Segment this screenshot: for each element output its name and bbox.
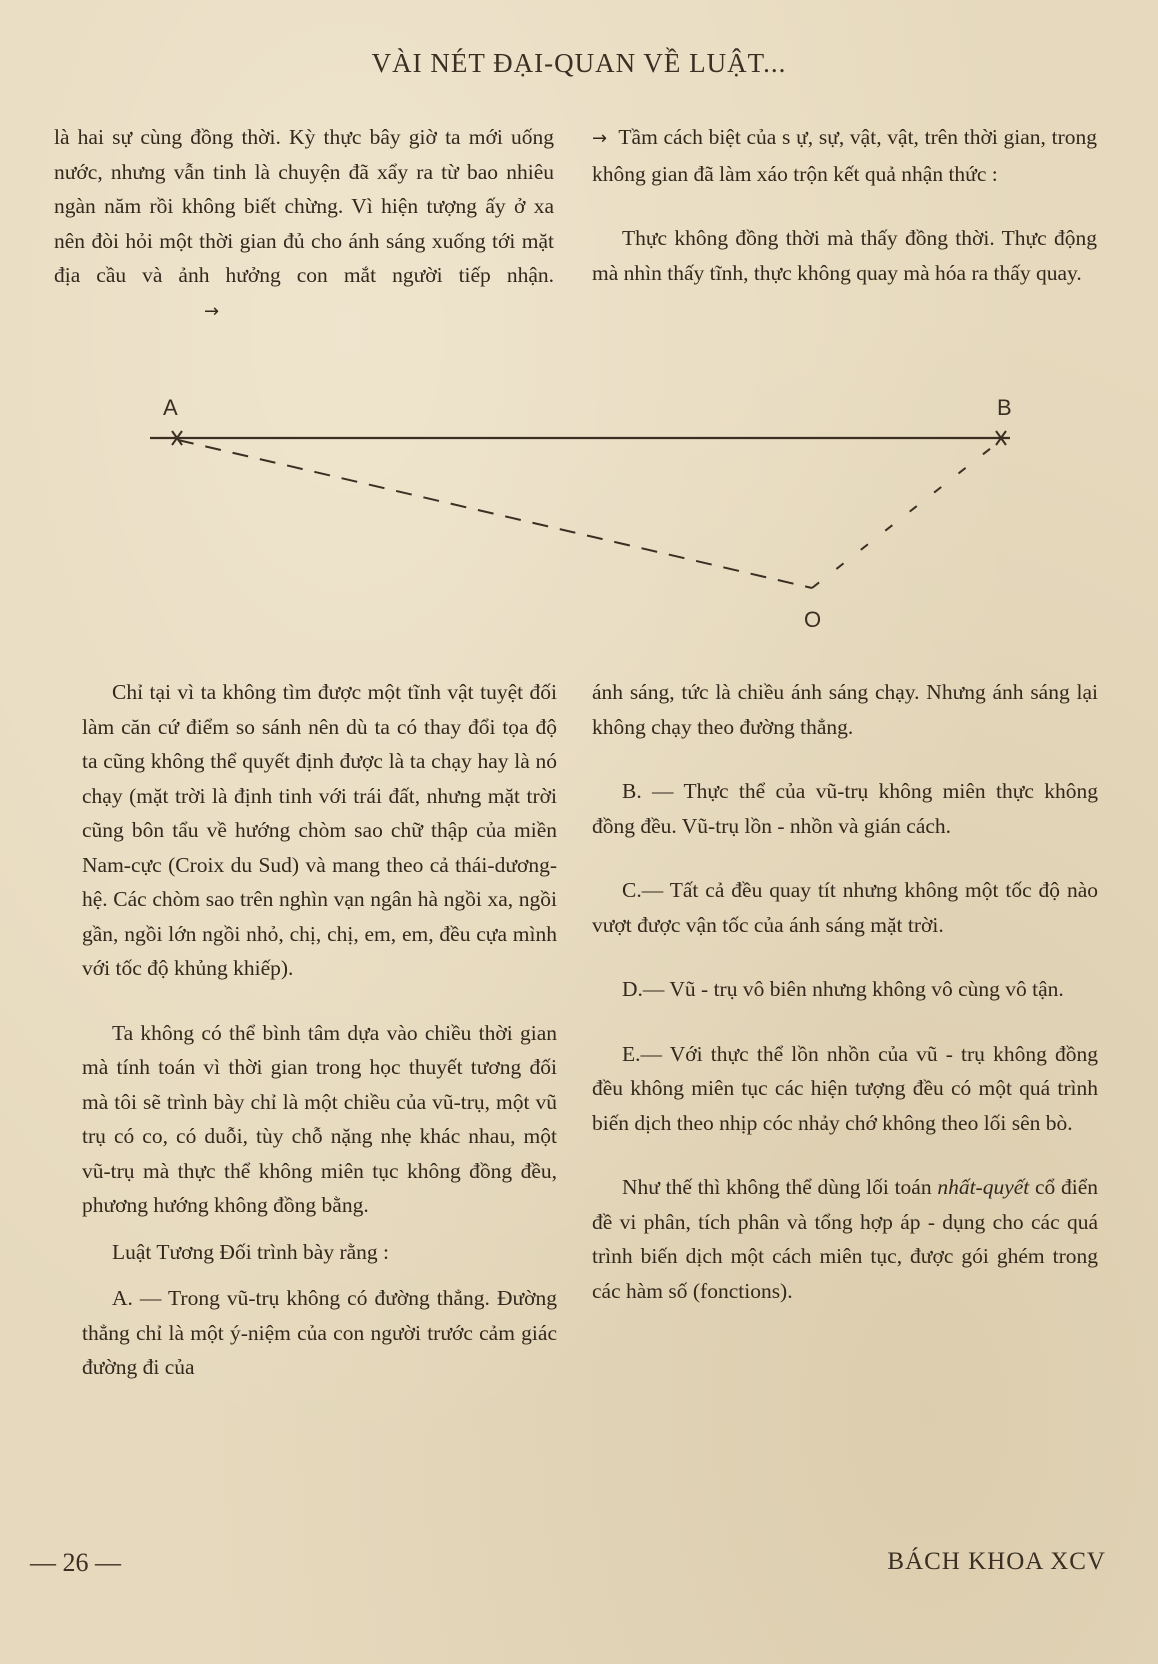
path-a-to-o — [178, 440, 812, 588]
bottom-right-paragraph-6 — [592, 1170, 1098, 1308]
bottom-right-paragraph-1: ánh sáng, tức là chiều ánh sáng chạy. Nhưng ánh sáng lại không chạy theo đường thẳng. — [592, 680, 1098, 739]
top-right-paragraph-2: Thực không đồng thời mà thấy đồng thời. Thực động mà nhìn thấy tĩnh, thực không quay mà hóa ra thấy quay. — [592, 226, 1097, 285]
bottom-right-column — [592, 675, 1098, 1308]
paragraph-6-emphasis: nhất-quyết — [937, 1175, 1030, 1199]
top-left-column — [54, 120, 554, 329]
journal-name: BÁCH KHOA XCV — [887, 1548, 1106, 1575]
paragraph-6-end: cổ điển đề vi phân, tích phân và tổng hợp áp - dụng cho các quá trình biến dịch một cách miên tục, được gói ghém trong các hàm số (fonctions). — [592, 1175, 1098, 1303]
top-right-column — [592, 120, 1097, 290]
top-right-paragraph-1 — [592, 120, 1097, 191]
label-o: O — [804, 607, 822, 632]
top-left-text: là hai sự cùng đồng thời. Kỳ thực bây giờ ta mới uống nước, nhưng vẫn tinh là chuyện đã xẩy ra từ bao nhiêu ngàn năm rồi không biết chừng. Vì hiện tượng ấy ở xa nên đòi hỏi một thời gian đủ cho ánh sáng xuống tới mặt địa cầu và ảnh hưởng con mắt người tiếp nhận. — [54, 125, 554, 287]
top-left-paragraph — [54, 120, 554, 329]
bottom-right-paragraph-4: D.— Vũ - trụ vô biên nhưng không vô cùng vô tận. — [622, 977, 1064, 1001]
continued-arrow-icon: → — [592, 128, 608, 149]
bottom-left-paragraph-4: A. — Trong vũ-trụ không có đường thẳng. Đường thẳng chỉ là một ý-niệm của con người trước cảm giác đường đi của — [82, 1286, 557, 1379]
label-a: A — [163, 395, 178, 420]
bottom-right-paragraph-2: B. — Thực thể của vũ-trụ không miên thực không đồng đều. Vũ-trụ lồn - nhồn và gián cách. — [592, 779, 1098, 838]
bottom-left-paragraph-2: Ta không có thể bình tâm dựa vào chiều thời gian mà tính toán vì thời gian trong học thuyết tương đối mà tôi sẽ trình bày chỉ là một chiều của vũ-trụ, một vũ trụ có co, có duỗi, tùy chỗ nặng nhẹ khác nhau, một vũ-trụ mà thực thể không miên tục không đồng đều, phương hướng không đồng bằng. — [82, 1020, 557, 1217]
bottom-left-column — [82, 675, 557, 1385]
bottom-right-paragraph-5: E.— Với thực thể lồn nhồn của vũ - trụ không đồng đều không miên tục các hiện tượng đều có một quá trình biến dịch theo nhịp cóc nhảy chớ không theo lối sên bò. — [592, 1041, 1098, 1135]
paragraph-6-start: Như thế thì không thể dùng lối toán — [622, 1175, 938, 1199]
light-path-diagram — [0, 395, 1158, 655]
label-b: B — [997, 395, 1012, 420]
bottom-left-paragraph-1: Chỉ tại vì ta không tìm được một tĩnh vật tuyệt đối làm căn cứ điểm so sánh nên dù ta có thay đổi tọa độ ta cũng không thể quyết định được là ta chạy hay là nó chạy (mặt trời là định tinh với trái đất, nhưng mặt trời cũng bôn tẩu về hướng chòm sao chữ thập của miền Nam-cực (Croix du Sud) và mang theo cả thái-dương-hệ. Các chòm sao trên nghìn vạn ngân hà ngồi xa, ngồi gần, ngồi lớn ngồi nhỏ, chị, chị, em, em, đều cựa mình với tốc độ khủng khiếp). — [82, 680, 557, 980]
running-head: VÀI NÉT ĐẠI-QUAN VỀ LUẬT... — [371, 48, 787, 78]
continue-arrow-icon: → — [204, 300, 220, 322]
top-right-text-1: Tầm cách biệt của s ự, sự, vật, vật, trên thời gian, trong không gian đã làm xáo trộn kết quả nhận thức : — [592, 125, 1097, 186]
bottom-right-paragraph-3: C.— Tất cả đều quay tít nhưng không một tốc độ nào vượt được vận tốc của ánh sáng mặt trời. — [592, 878, 1098, 937]
page-number: — 26 — — [30, 1548, 121, 1577]
path-o-to-b — [812, 441, 1000, 588]
bottom-left-paragraph-3: Luật Tương Đối trình bày rằng : — [112, 1239, 389, 1264]
